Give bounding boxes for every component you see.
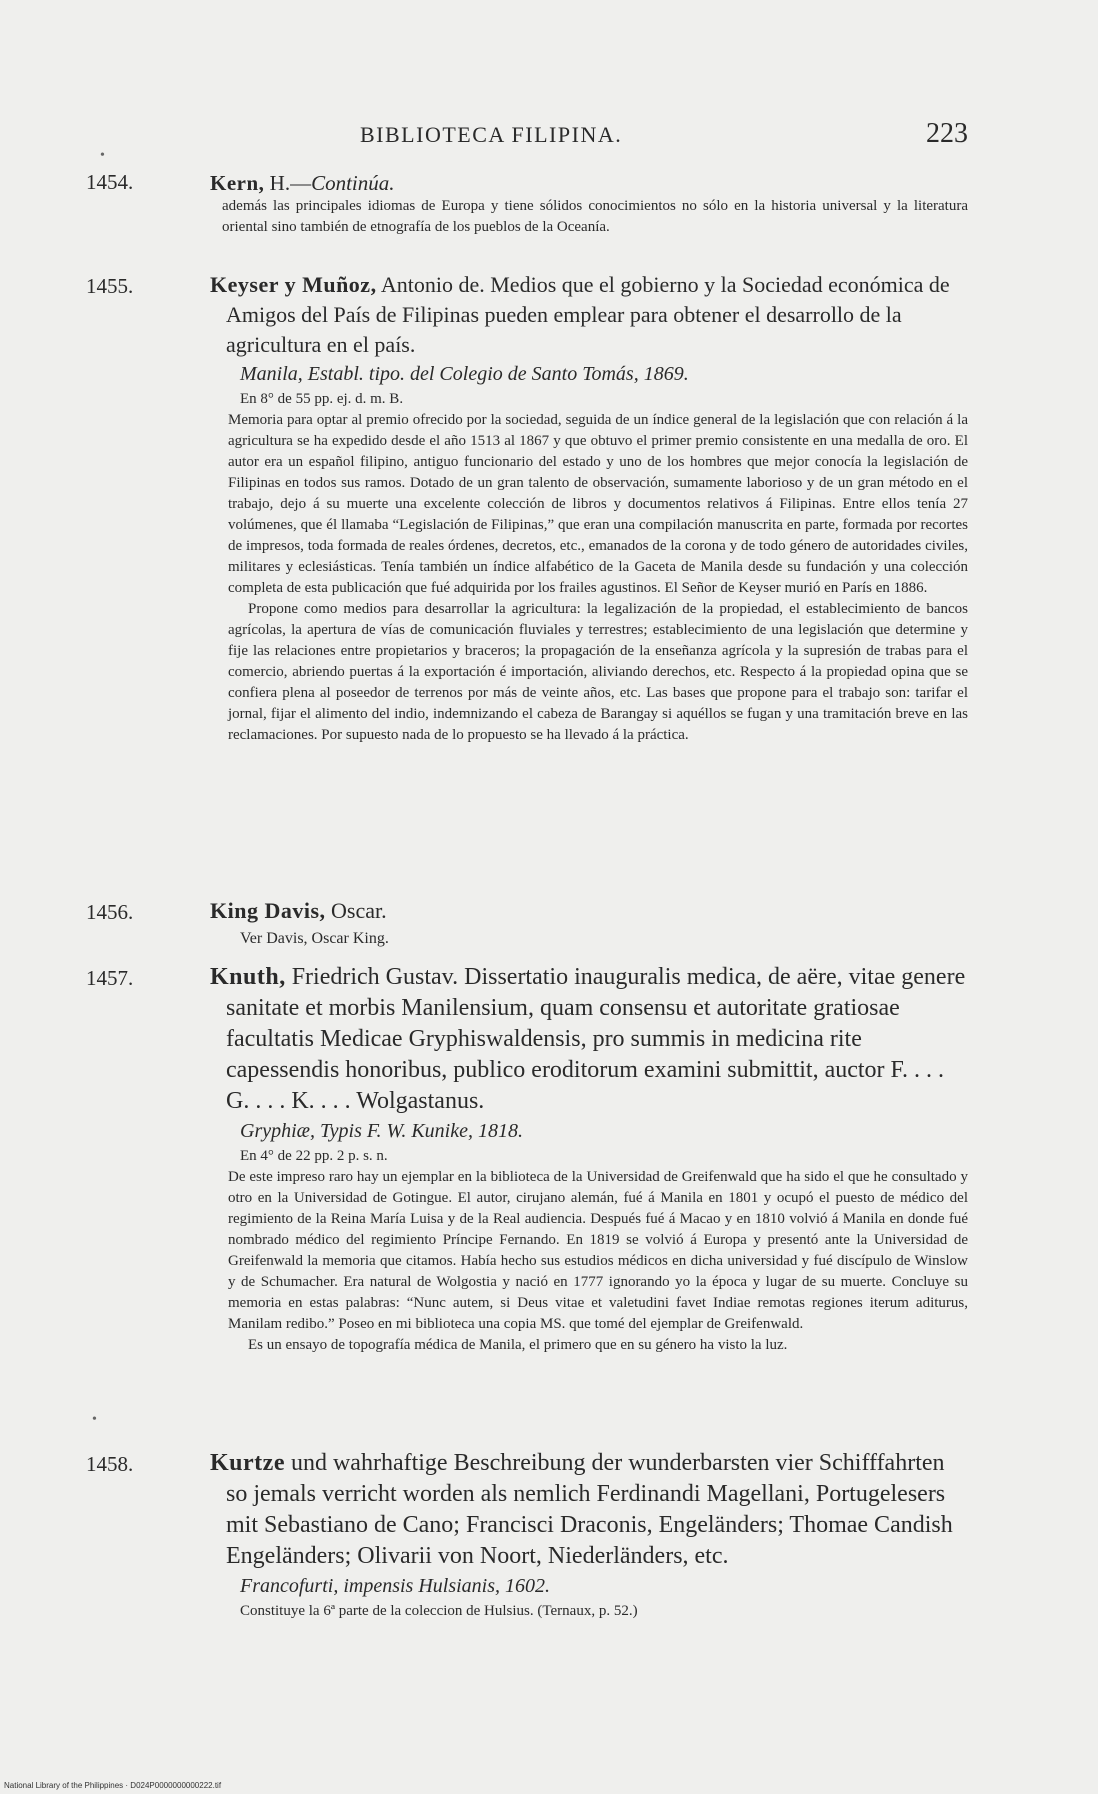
- entry-imprint: Manila, Establ. tipo. del Colegio de Santo Tomás, 1869.: [240, 363, 689, 385]
- entry-1456: [86, 896, 968, 952]
- entry-1455: [86, 270, 968, 746]
- scan-footer: National Library of the Philippines · D024P0000000000222.tif: [4, 1781, 222, 1790]
- entry-author: Kern,: [210, 171, 265, 195]
- entry-author: Kurtze: [210, 1450, 285, 1476]
- entry-number: 1454.: [86, 170, 134, 194]
- entry-title: Medios que el gobierno y la Sociedad económica de Amigos del País de Filipinas pueden emplear para obtener el desarrollo de la agricultura en el país.: [226, 272, 950, 357]
- running-header: [360, 118, 968, 150]
- entry-note: Memoria para optar al premio ofrecido por la sociedad, seguida de un índice general de la legislación que con relación á la agricultura se ha expedido desde el año 1513 al 1867 y que obtuvo el primer premio consistente en una medalla de oro. El autor era un español filipino, antiguo funcionario del estado y uno de los hombres que mejor conocía la legislación de Filipinas en todos sus ramos. Dotado de un gran talento de observación, sumamente laborioso y de un gran método en el trabajo, dejo á su muerte una excelente colección de libros y documentos relativos á Filipinas. Entre ellos tenía 27 volúmenes, que él llamaba “Legislación de Filipinas,” que eran una compilación manuscrita en parte, formada por recortes de impresos, toda formada de reales órdenes, decretos, etc., emanados de la corona y de todo género de autoridades civiles, militares y eclesiásticas. Tenía también un índice alfabético de la Gaceta de Manila desde su fundación y una colección completa de esta publicación que fué adquirida por los frailes agustinos. El Señor de Keyser murió en París en 1886.: [228, 412, 968, 596]
- entry-heading: [210, 270, 968, 360]
- entry-see-reference: Ver Davis, Oscar King.: [240, 930, 389, 947]
- entry-continued: Continúa.: [311, 171, 395, 195]
- entry-heading: [210, 170, 968, 196]
- entry-author: Knuth,: [210, 964, 286, 990]
- entry-number: 1458.: [86, 1452, 134, 1476]
- entry-name: H.—: [264, 171, 312, 195]
- entry-1457: [86, 962, 968, 1356]
- entry-number: 1456.: [86, 900, 134, 924]
- entry-name: Antonio de.: [376, 272, 485, 297]
- entry-extent: En 4° de 22 pp. 2 p. s. n.: [240, 1148, 388, 1164]
- page-number: 223: [926, 118, 968, 149]
- entry-imprint: Francofurti, impensis Hulsianis, 1602.: [240, 1575, 551, 1597]
- entry-note: Es un ensayo de topografía médica de Manila, el primero que en su género ha visto la luz.: [248, 1337, 788, 1353]
- entry-note: De este impreso raro hay un ejemplar en la biblioteca de la Universidad de Greifenwald que ha sido el que he consultado y otro en la Universidad de Gotingue. El autor, cirujano alemán, fué á Manila en 1801 y ocupó el puesto de médico del regimiento de la Reina María Luisa y de la Real audiencia. Después fué á Macao y en 1810 volvió á Manila en donde fué nombrado médico del regimiento Príncipe Fernando. En 1819 se volvió á Europa y presentó ante la Universidad de Greifenwald la memoria que citamos. Había hecho sus estudios médicos en dicha universidad y fué discípulo de Winslow y de Schumacher. Era natural de Wolgostia y nació en 1777 ignorando yo la época y lugar de su muerte. Concluye su memoria en estas palabras: “Nunc autem, si Deus vitae et valetudini favet Indiae remotas regiones iterum aditurus, Manilam redibo.” Poseo en mi biblioteca una copia MS. que tomé del ejemplar de Greifenwald.: [228, 1169, 968, 1332]
- margin-mark: •: [100, 148, 105, 163]
- entry-imprint: Gryphiæ, Typis F. W. Kunike, 1818.: [240, 1120, 523, 1142]
- entry-title: und wahrhaftige Beschreibung der wunderbarsten vier Schifffahrten so jemals verricht worden als nemlich Ferdinandi Magellani, Portugelesers mit Sebastiano de Cano; Francisci Draconis, Engeländers; Thomae Candish Engeländers; Olivarii von Noort, Niederländers, etc.: [226, 1450, 953, 1569]
- entry-1458: [86, 1448, 968, 1622]
- entry-name: Oscar.: [325, 898, 387, 923]
- entry-note: Propone como medios para desarrollar la agricultura: la legalización de la propiedad, el establecimiento de bancos agrícolas, la apertura de vías de comunicación fluviales y terrestres; establecimiento de una legislación que determine y fije las relaciones entre propietarios y braceros; la propagación de la enseñanza agrícola y la supresión de trabas para el comercio, abriendo puertas á la exportación é importación, aliviando derechos, etc. Respecto á la propiedad opina que se confiera plena al poseedor de terrenos por más de veinte años, etc. Las bases que propone para el trabajo son: tarifar el jornal, fijar el alimento del indio, indemnizando el cabeza de Barangay si aquéllos se fugan y una tramitación breve en las reclamaciones. Por supuesto nada de lo propuesto se ha llevado á la práctica.: [228, 601, 968, 743]
- entry-extent: Constituye la 6ª parte de la coleccion de Hulsius. (Ternaux, p. 52.): [240, 1603, 638, 1619]
- entry-heading: [210, 962, 968, 1117]
- entry-number: 1455.: [86, 274, 134, 298]
- entry-name: Friedrich Gustav.: [285, 964, 459, 990]
- entry-author: King Davis,: [210, 898, 326, 923]
- margin-mark: •: [92, 1412, 97, 1427]
- entry-author: Keyser y Muñoz,: [210, 272, 377, 297]
- entry-title: Dissertatio inauguralis medica, de aëre, vitae genere sanitate et morbis Manilensium, quam consensu et autoritate gratiosae facultatis Medicae Gryphiswaldensis, pro summis in medicina rite capessendis honoribus, publico eroditorum examini submittit, auctor F. . . . G. . . . K. . . . Wolgastanus.: [226, 964, 966, 1114]
- entry-heading: [210, 1448, 968, 1572]
- entry-heading: [210, 896, 968, 926]
- entry-1454: [86, 170, 968, 238]
- entry-extent: En 8° de 55 pp. ej. d. m. B.: [240, 391, 404, 407]
- running-title: BIBLIOTECA FILIPINA.: [360, 122, 623, 147]
- entry-number: 1457.: [86, 966, 134, 990]
- entry-text: además las principales idiomas de Europa y tiene sólidos conocimientos no sólo en la historia universal y la literatura oriental sino también de etnografía de los pueblos de la Oceanía.: [222, 198, 968, 235]
